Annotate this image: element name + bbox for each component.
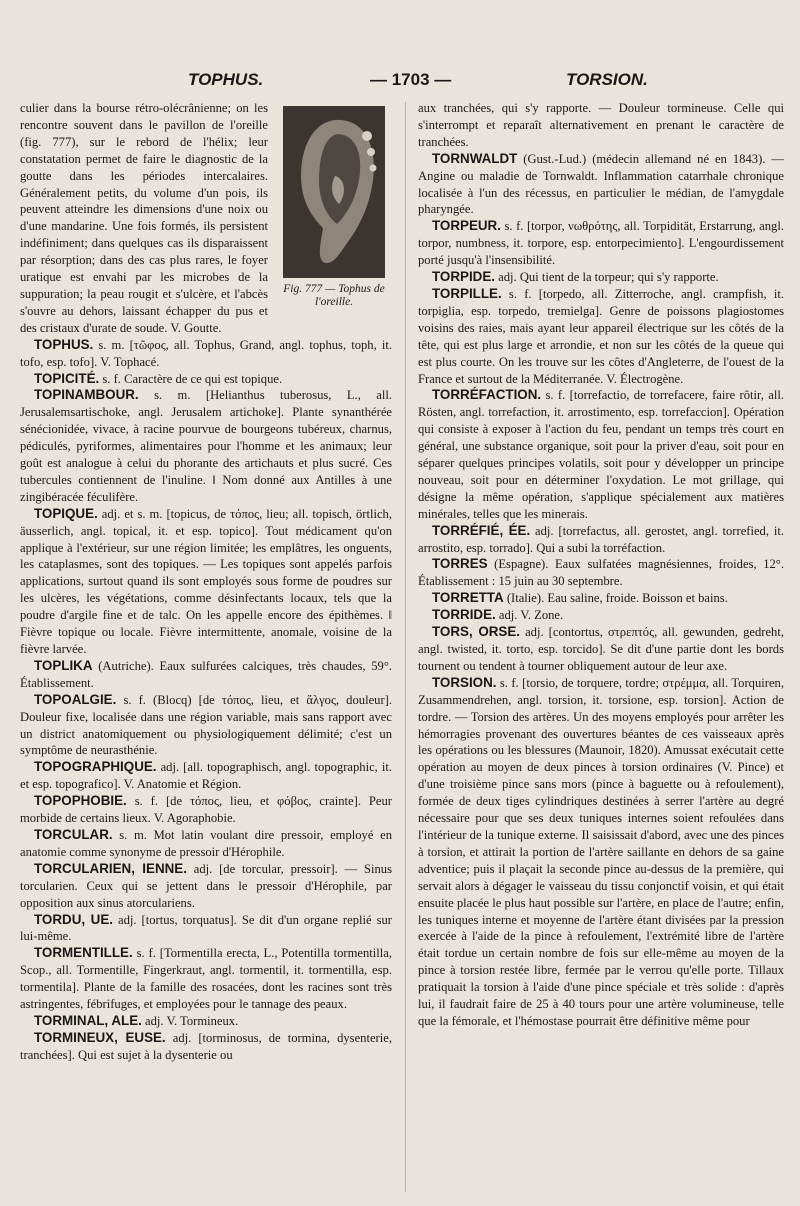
headword: TOPOGRAPHIQUE. [34, 759, 157, 775]
headword: TORNWALDT [432, 150, 518, 166]
ear-illustration [283, 106, 385, 278]
headword: TOPICITÉ. [34, 370, 100, 386]
ear-figure [278, 106, 390, 309]
definition: adj. [de torcular, pressoir]. — Sinus torcularien. Ceux qui se jettent dans le pressoir d'Hérophile, par opposition aux sinus atorculariens. [20, 861, 392, 910]
headword: TORS, ORSE. [432, 624, 520, 640]
definition: adj. [all. topographisch, angl. topographic, it. et esp. topografico]. V. Anatomie et Région. [20, 760, 392, 792]
entry [418, 218, 784, 269]
entry [418, 269, 784, 286]
left-column [20, 100, 392, 1200]
entry [418, 607, 784, 624]
continued-text: aux tranchées, qui s'y rapporte. — Douleur tormineuse. Celle qui s'interrompt et reparaît alternativement en prenant le caractère de tranchées. [418, 101, 784, 149]
definition: adj. V. Zone. [498, 608, 564, 623]
definition: (Gust.-Lud.) (médecin allemand né en 1843). — Angine ou maladie de Tornwaldt. Inflammation catarrhale chronique localisée à l'un des récessus, en particulier le médian, de l'amygdale pharyngée. [418, 151, 784, 217]
definition: s. f. [torrefactio, de torrefacere, faire rôtir, all. Rösten, angl. torrefaction, it. arrostimento, esp. torrefaccion]. Opération qui consiste à exposer à l'action du feu, pendant un temps très court en général, une substance organique, soit pour la priver d'eau, soit pour en séparer quelques principes volatils, soit pour y développer un principe nouveau, soit pour en déterminer l'oxydation. Le mot grillage, qui désigne la même opération, s'applique spécialement aux matières minérales, telles que les minerais. [418, 388, 784, 521]
headword: TOPINAMBOUR. [34, 387, 139, 403]
entry [20, 793, 392, 827]
entry [20, 658, 392, 692]
headword: TOPOALGIE. [34, 691, 117, 707]
definition: adj. V. Tormineux. [145, 1013, 239, 1028]
definition: s. f. Caractère de ce qui est topique. [102, 371, 283, 386]
entry [418, 556, 784, 590]
headword: TORRÉFACTION. [432, 387, 542, 403]
definition: (Autriche). Eaux sulfurées calciques, très chaudes, 59°. Établissement. [20, 658, 392, 690]
definition: adj. et s. m. [topicus, de τόπος, lieu; all. topisch, örtlich, äusserlich, angl. topical, it. et esp. topico]. Tout médicament qu'on applique à l'extérieur, sur une région limitée; les emplâtres, les onguents, les cataplasmes, sont des topiques. — Les topiques sont appelés parfois applications, surtout quand ils sont employés sous forme de poudres sur les ulcères, les végétations, comme désinfectants locaux, tels que la poudre d'argile fine et de talc. On les appelle encore des épithèmes. ‖ Fièvre topique ou locale. Fièvre intermittente, anomale, voisine de la fièvre larvée. [20, 506, 392, 656]
entry [418, 675, 784, 1030]
headword: TORCULARIEN, IENNE. [34, 860, 187, 876]
entry [20, 1030, 392, 1064]
definition: (Italie). Eau saline, froide. Boisson et bains. [506, 591, 728, 606]
definition: adj. [torminosus, de tormina, dysenterie, tranchées]. Qui est sujet à la dysenterie ou [20, 1030, 392, 1062]
definition: adj. Qui tient de la torpeur; qui s'y rapporte. [498, 270, 719, 285]
definition: s. m. [τῶφος, all. Tophus, Grand, angl. tophus, toph, it. tofo, esp. tofo]. V. Tophacé. [20, 337, 392, 369]
entry [20, 506, 392, 658]
column-divider [405, 102, 406, 1192]
entry [20, 337, 392, 371]
headword: TORPEUR. [432, 218, 501, 234]
definition: adj. [contortus, στρεπτός, all. gewunden, gedreht, angl. twisted, it. torto, esp. torcido]. Se dit d'une partie dont les bords tournent ou tendent à tourner obliquement autour de leur axe. [418, 625, 784, 673]
headword: TORRIDE. [432, 607, 496, 623]
running-head-left: TOPHUS. [188, 70, 264, 89]
definition: (Espagne). Eaux sulfatées magnésiennes, froides, 12°. Établissement : 15 juin au 30 septembre. [418, 557, 784, 589]
entry [20, 1013, 392, 1030]
entry [20, 827, 392, 861]
headword: TOPHUS. [34, 336, 94, 352]
definition: s. f. [Tormentilla erecta, L., Potentilla tormentilla, Scop., all. Tormentille, Fingerkraut, angl. tormentil, it. tormentilla, esp. tormentila]. Plante de la famille des rosacées, dont les racines sont très astringentes, fébrifuges, et employées pour le tannage des peaux. [20, 946, 392, 1012]
figure-caption: Fig. 777 — Tophus de l'oreille. [283, 283, 385, 308]
entry [20, 861, 392, 912]
entry [418, 624, 784, 675]
entry [20, 387, 392, 505]
entry [418, 523, 784, 557]
headword: TORRES [432, 556, 488, 572]
right-column [418, 100, 784, 1200]
definition: s. m. Mot latin voulant dire pressoir, employé en anatomie comme synonyme de pressoir d'Hérophile. [20, 827, 392, 859]
entry [418, 151, 784, 219]
definition: s. f. [torsio, de torquere, tordre; στρέμμα, all. Torquiren, Zusammendrehen, angl. torsion, it. torsione, esp. torsion]. Action de tordre. — Torsion des artères. Un des moyens employés pour arrêter les hémorragies provenant des ouvertures béantes de ces vaisseaux après les opérations ou les blessures (Maunoir, 1820). Amussat exécutait cette opération au moyen de deux pinces à torsion ordinaires (V. Pince) et d'une troisième pince sans mors (pince à baguette ou à refoulement), formée de deux tiges cylindriques destinées à serrer l'artère au degré nécessaire pour que ses deux tuniques internes soient refoulées dans l'intérieur de la tunique externe. Il saisissait d'abord, avec une des pinces à torsion, et attirait la portion de l'artère saillante en dehors de sa gaine adventice; puis il plaçait la seconde pince au-dessus de la première, qui servait alors à dégager le vaisseau du tissu conjonctif voisin, et qui était ensuite placée le plus haut possible sur l'artère, en place de l'autre; enfin, les tuniques interne et moyenne de l'artère étant divisées par la pression exercée à l'aide de la pince à refoulement, l'extrémité libre de l'artère était tordue un certain nombre de fois sur elle-même au moyen de la pince à torsion restée libre, fermée par le verrou qu'elle porte. Tillaux pratiquait la torsion à l'aide d'une pince spéciale et très solide : d'après lui, il faudrait faire de 25 à 40 tours pour une artère volumineuse, telle que la fémorale, et l'hémostase pourrait être définitive même pour [418, 675, 784, 1028]
headword: TORPILLE. [432, 285, 502, 301]
headword: TOPOPHOBIE. [34, 793, 127, 809]
headword: TOPLIKA [34, 657, 93, 673]
headword: TORRÉFIÉ, ÉE. [432, 522, 531, 538]
headword: TORPIDE. [432, 269, 495, 285]
headword: TORSION. [432, 674, 497, 690]
headword: TORCULAR. [34, 826, 113, 842]
entry [418, 387, 784, 522]
entry [20, 759, 392, 793]
definition: s. f. [torpor, νωθρότης, all. Torpidität, Erstarrung, angl. torpor, numbness, it. torpore, esp. entorpecimiento]. L'engourdissement porté jusqu'à l'insensibilité. [418, 219, 784, 268]
entry [418, 286, 784, 387]
headword: TORMINAL, ALE. [34, 1012, 142, 1028]
running-head-right: TORSION. [566, 70, 648, 89]
entry [20, 692, 392, 760]
headword: TORMINEUX, EUSE. [34, 1029, 166, 1045]
headword: TORRETTA [432, 590, 504, 606]
entry [418, 590, 784, 607]
definition: adj. [torrefactus, all. gerostet, angl. torrefied, it. arrostito, esp. torrado]. Qui a subi la torréfaction. [418, 523, 784, 555]
definition: s. m. [Helianthus tuberosus, L., all. Jerusalemsartischoke, angl. Jerusalem artichoke]. Plante synanthérée sénécionidée, vivace, à racine pourvue de bourgeons tubéreux, charnus, pédiculés, pyriformes, alimentaires pour l'homme et les animaux; leur goût est analogue à celui du phorante des artichauts et plus sucré. Ces tubercules contiennent de l'inuline. ‖ Nom donné aux Antilles à une zingibéracée féculifère. [20, 388, 392, 504]
headword: TORDU, UE. [34, 911, 113, 927]
running-head [0, 70, 800, 96]
definition: s. f. (Blocq) [de τόπος, lieu, et ἄλγος, douleur]. Douleur fixe, localisée dans une région variable, mais sans rapport avec un district anatomiquement ou physiologiquement délimité; c'est un symptôme de neurasthénie. [20, 692, 392, 758]
definition: s. f. [torpedo, all. Zitterroche, angl. crampfish, it. torpiglia, esp. torpedo, tremielga]. Genre de poissons plagiostomes voisins des raies, mais ayant leur appareil électrique sur les côtés de la tête, qui est plus large et arrondie, et non sur les côtés de la queue qui est plus courte. On les trouve sur les côtes d'Angleterre, de l'ouest de la France et surtout de la Méditerranée. V. Électrogène. [418, 286, 784, 386]
definition: adj. [tortus, torquatus]. Se dit d'un organe replié sur lui-même. [20, 912, 392, 944]
headword: TORMENTILLE. [34, 945, 133, 961]
definition: s. f. [de τόπος, lieu, et φόβος, crainte]. Peur morbide de certains lieux. V. Agoraphobie. [20, 794, 392, 826]
entry [20, 912, 392, 946]
headword: TOPIQUE. [34, 505, 98, 521]
continued-text: culier dans la bourse rétro-olécrânienne; on les rencontre souvent dans le pavillon de l'oreille (fig. 777), sur le rebord de l'hélix; leur constatation permet de faire le diagnostic de la goutte dans les périodes intercalaires. Généralement petits, du volume d'un pois, ils peuvent atteindre les dimensions d'une noix ou d'une mandarine. Une fois formés, ils persistent indéfiniment; dans quelques cas ils disparaissent par résorption; dans des cas plus rares, le foyer uratique est envahi par les microbes de la suppuration; la peau rougit et s'ulcère, et l'abcès s'ouvre au dehors, laissant échapper du pus et des cristaux d'urate de soude. V. Goutte. [20, 101, 268, 335]
page-number: — 1703 — [370, 70, 452, 89]
entry [20, 945, 392, 1013]
entry [20, 371, 392, 388]
